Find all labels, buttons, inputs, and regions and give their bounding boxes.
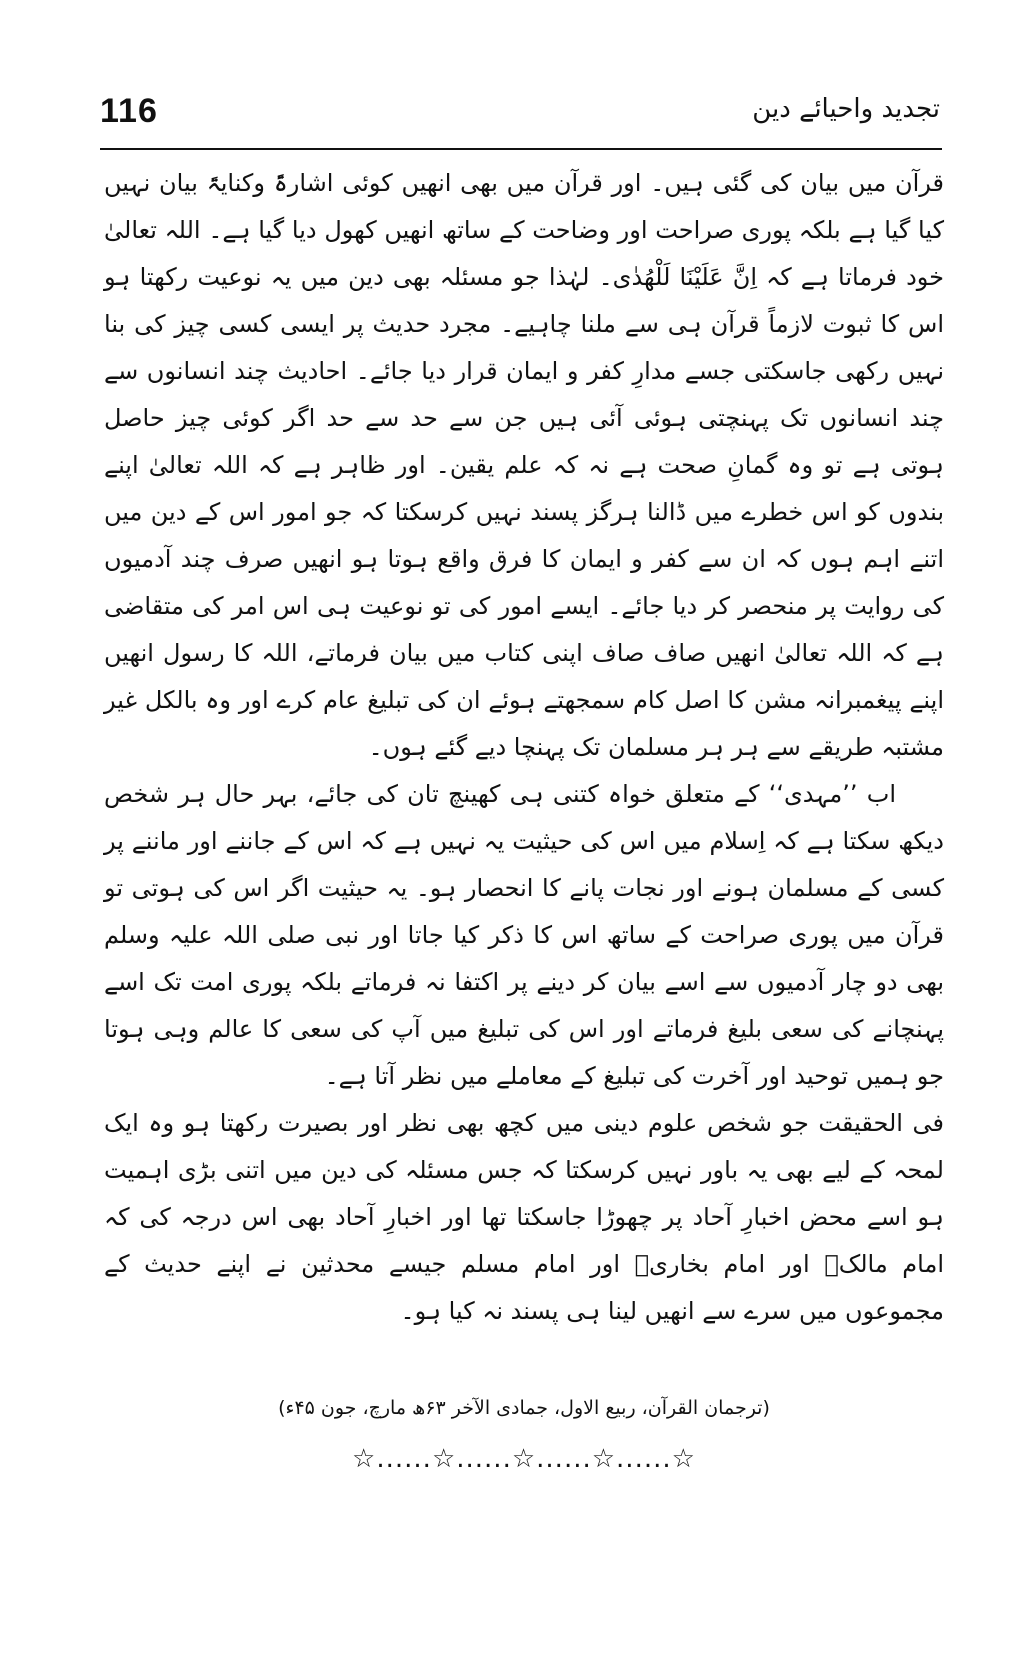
star-ornament-divider: ☆......☆......☆......☆......☆ bbox=[352, 1444, 696, 1474]
paragraph-1: قرآن میں بیان کی گئی ہیں۔ اور قرآن میں بھی انھیں کوئی اشارۃً وکنایۃً بیان نہیں کیا گیا ہے بلکہ پوری صراحت اور وضاحت کے ساتھ انھیں کھول دیا گیا ہے۔ اللہ تعالیٰ خود فرماتا ہے کہ اِنَّ عَلَیْنَا لَلْھُدٰی۔ لہٰذا جو مسئلہ بھی دین میں یہ نوعیت رکھتا ہو اس کا ثبوت لازماً قرآن ہی سے ملنا چاہیے۔ مجرد حدیث پر ایسی کسی چیز کی بنا نہیں رکھی جاسکتی جسے مدارِ کفر و ایمان قرار دیا جائے۔ احادیث چند انسانوں سے چند انسانوں تک پہنچتی ہوئی آئی ہیں جن سے حد سے حد اگر کوئی چیز حاصل ہوتی ہے تو وہ گمانِ صحت ہے نہ کہ علم یقین۔ اور ظاہر ہے کہ اللہ تعالیٰ اپنے بندوں کو اس خطرے میں ڈالنا ہرگز پسند نہیں کرسکتا کہ جو امور اس کے دین میں اتنے اہم ہوں کہ ان سے کفر و ایمان کا فرق واقع ہوتا ہو انھیں صرف چند آدمیوں کی روایت پر منحصر کر دیا جائے۔ ایسے امور کی تو نوعیت ہی اس امر کی متقاضی ہے کہ اللہ تعالیٰ انھیں صاف صاف اپنی کتاب میں بیان فرماتے، اللہ کا رسول انھیں اپنے پیغمبرانہ مشن کا اصل کام سمجھتے ہوئے ان کی تبلیغ عام کرے اور وہ بالکل غیر مشتبہ طریقے سے ہر ہر مسلمان تک پہنچا دیے گئے ہوں۔ bbox=[104, 169, 944, 761]
running-title: تجدید واحیائے دین bbox=[752, 94, 940, 124]
body-text bbox=[104, 160, 944, 1335]
page-number: 116 bbox=[100, 92, 158, 130]
paragraph-2: اب ’’مہدی‘‘ کے متعلق خواہ کتنی ہی کھینچ تان کی جائے، بہر حال ہر شخص دیکھ سکتا ہے کہ اِسلام میں اس کی حیثیت یہ نہیں ہے کہ اس کے جاننے اور ماننے پر کسی کے مسلمان ہونے اور نجات پانے کا انحصار ہو۔ یہ حیثیت اگر اس کی ہوتی تو قرآن میں پوری صراحت کے ساتھ اس کا ذکر کیا جاتا اور نبی صلی اللہ علیہ وسلم بھی دو چار آدمیوں سے اسے بیان کر دینے پر اکتفا نہ فرماتے بلکہ پوری امت تک اسے پہنچانے کی سعی بلیغ فرماتے اور اس کی تبلیغ میں آپ کی سعی کا عالم وہی ہوتا جو ہمیں توحید اور آخرت کی تبلیغ کے معاملے میں نظر آتا ہے۔ bbox=[104, 780, 944, 1090]
page-header bbox=[100, 92, 940, 148]
source-citation: (ترجمان القرآن، ربیع الاول، جمادی الآخر ۶۳ھ مارچ، جون ۴۵ء) bbox=[278, 1397, 770, 1419]
paragraph-3: فی الحقیقت جو شخص علوم دینی میں کچھ بھی نظر اور بصیرت رکھتا ہو وہ ایک لمحہ کے لیے بھی یہ باور نہیں کرسکتا کہ جس مسئلہ کی دین میں اتنی بڑی اہمیت ہو اسے محض اخبارِ آحاد پر چھوڑا جاسکتا تھا اور اخبارِ آحاد بھی اس درجہ کی کہ امام مالکؒ اور امام بخاریؒ اور امام مسلم جیسے محدثین نے اپنے حدیث کے مجموعوں میں سرے سے انھیں لینا ہی پسند نہ کیا ہو۔ bbox=[104, 1109, 944, 1325]
header-rule bbox=[100, 148, 942, 150]
